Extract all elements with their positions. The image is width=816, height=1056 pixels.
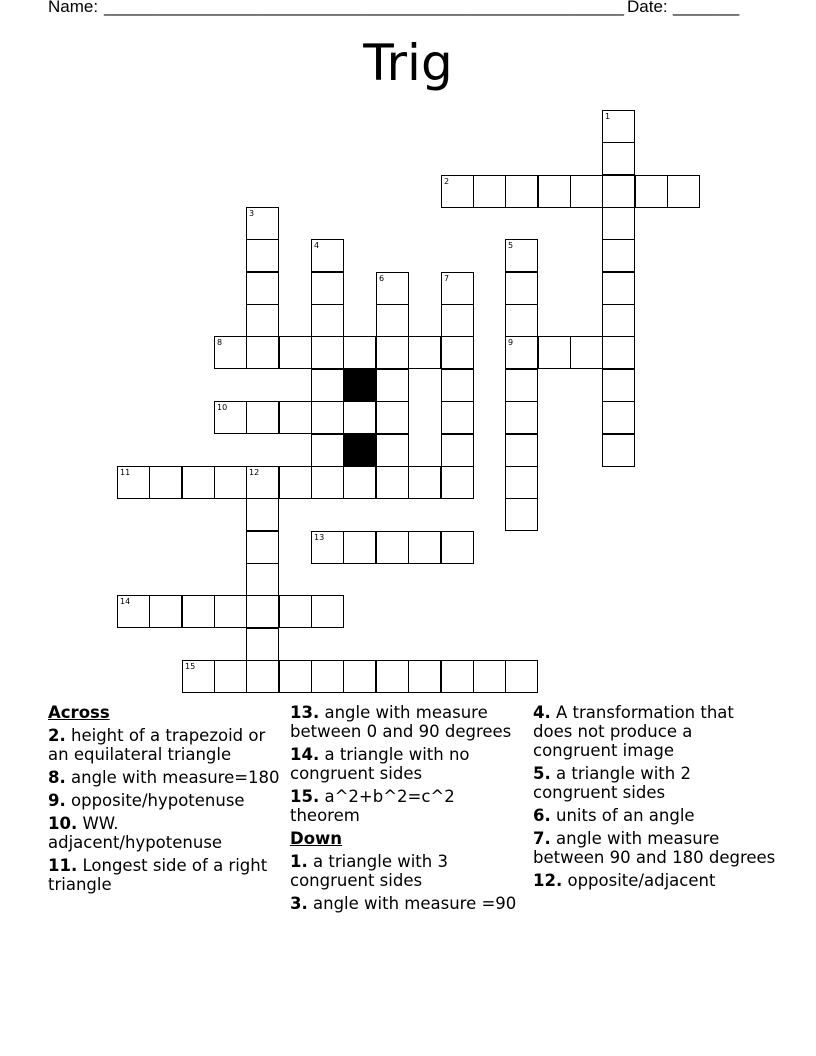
grid-cell[interactable] — [602, 304, 635, 337]
grid-cell[interactable] — [279, 466, 312, 499]
grid-cell[interactable] — [311, 401, 344, 434]
grid-cell[interactable] — [214, 466, 247, 499]
grid-cell[interactable] — [505, 175, 538, 208]
clue-number: 8. — [48, 768, 66, 787]
clue-text: a triangle with no congruent sides — [290, 745, 470, 783]
cell-number: 9 — [508, 338, 514, 347]
clue-number: 3. — [290, 894, 308, 913]
date-blank-line: _______ — [673, 0, 740, 16]
grid-cell[interactable] — [408, 660, 441, 693]
clue-item — [290, 787, 528, 825]
clue-column-3 — [533, 703, 777, 894]
grid-cell[interactable] — [570, 175, 603, 208]
grid-cell[interactable] — [214, 336, 247, 369]
grid-cell[interactable] — [441, 369, 474, 402]
grid-cell[interactable] — [408, 336, 441, 369]
grid-cell[interactable] — [343, 336, 376, 369]
grid-cell[interactable] — [246, 498, 279, 531]
grid-cell[interactable] — [117, 595, 150, 628]
grid-cell[interactable] — [376, 434, 409, 467]
grid-cell[interactable] — [149, 595, 182, 628]
grid-cell[interactable] — [214, 401, 247, 434]
grid-cell[interactable] — [667, 175, 700, 208]
clue-heading-across: Across — [48, 703, 110, 722]
clue-text: angle with measure between 90 and 180 degrees — [533, 829, 776, 867]
grid-cell[interactable] — [602, 239, 635, 272]
grid-cell[interactable] — [246, 239, 279, 272]
name-blank-line: _______________________________________________________ — [104, 0, 625, 16]
cell-number: 2 — [444, 177, 450, 186]
grid-cell[interactable] — [311, 304, 344, 337]
grid-cell[interactable] — [570, 336, 603, 369]
grid-cell[interactable] — [311, 595, 344, 628]
clue-item — [48, 791, 286, 810]
cell-number: 15 — [185, 662, 196, 671]
clue-number: 12. — [533, 871, 563, 890]
grid-cell[interactable] — [311, 434, 344, 467]
clue-number: 7. — [533, 829, 551, 848]
grid-cell[interactable] — [602, 110, 635, 143]
clue-item — [533, 871, 777, 890]
clue-text: angle with measure=180 — [71, 768, 280, 787]
clue-number: 11. — [48, 856, 78, 875]
clue-item — [48, 726, 286, 764]
clue-item — [533, 764, 777, 802]
grid-cell[interactable] — [246, 660, 279, 693]
cell-number: 7 — [444, 274, 450, 283]
grid-cell[interactable] — [602, 336, 635, 369]
clue-text: Longest side of a right triangle — [48, 856, 268, 894]
grid-cell[interactable] — [246, 207, 279, 240]
grid-cell[interactable] — [246, 401, 279, 434]
grid-cell[interactable] — [214, 595, 247, 628]
clue-heading-down: Down — [290, 829, 343, 848]
grid-cell[interactable] — [376, 369, 409, 402]
grid-cell[interactable] — [505, 304, 538, 337]
grid-cell[interactable] — [408, 531, 441, 564]
grid-cell[interactable] — [214, 660, 247, 693]
grid-cell[interactable] — [311, 660, 344, 693]
grid-cell[interactable] — [279, 401, 312, 434]
grid-cell[interactable] — [376, 336, 409, 369]
grid-block-cell — [343, 369, 376, 402]
grid-cell[interactable] — [505, 272, 538, 305]
cell-number: 11 — [120, 468, 131, 477]
grid-cell[interactable] — [602, 142, 635, 175]
grid-cell[interactable] — [408, 466, 441, 499]
clue-text: a^2+b^2=c^2 theorem — [290, 787, 455, 825]
clue-number: 10. — [48, 814, 78, 833]
grid-cell[interactable] — [117, 466, 150, 499]
grid-cell[interactable] — [505, 336, 538, 369]
grid-cell[interactable] — [311, 272, 344, 305]
clue-text: angle with measure between 0 and 90 degrees — [290, 703, 512, 741]
grid-cell[interactable] — [441, 175, 474, 208]
grid-cell[interactable] — [376, 531, 409, 564]
cell-number: 1 — [605, 112, 611, 121]
grid-cell[interactable] — [311, 336, 344, 369]
grid-cell[interactable] — [246, 336, 279, 369]
grid-cell[interactable] — [149, 466, 182, 499]
grid-cell[interactable] — [246, 628, 279, 661]
grid-cell[interactable] — [473, 175, 506, 208]
clue-item — [533, 829, 777, 867]
grid-cell[interactable] — [376, 272, 409, 305]
grid-cell[interactable] — [505, 498, 538, 531]
grid-block-cell — [343, 434, 376, 467]
clue-item — [290, 852, 528, 890]
grid-cell[interactable] — [246, 563, 279, 596]
grid-cell[interactable] — [182, 595, 215, 628]
clue-item — [48, 814, 286, 852]
grid-cell[interactable] — [635, 175, 668, 208]
grid-cell[interactable] — [505, 434, 538, 467]
clue-number: 14. — [290, 745, 320, 764]
clue-item — [290, 894, 528, 913]
grid-cell[interactable] — [343, 531, 376, 564]
cell-number: 5 — [508, 241, 514, 250]
clue-text: WW. adjacent/hypotenuse — [48, 814, 223, 852]
grid-cell[interactable] — [505, 660, 538, 693]
clue-number: 1. — [290, 852, 308, 871]
grid-cell[interactable] — [311, 239, 344, 272]
grid-cell[interactable] — [602, 272, 635, 305]
clue-text: a triangle with 3 congruent sides — [290, 852, 448, 890]
clue-item — [533, 806, 777, 825]
grid-cell[interactable] — [182, 466, 215, 499]
clue-item — [533, 703, 777, 760]
grid-cell[interactable] — [343, 466, 376, 499]
grid-cell[interactable] — [538, 336, 571, 369]
clue-item — [48, 768, 286, 787]
grid-cell[interactable] — [311, 531, 344, 564]
grid-cell[interactable] — [311, 466, 344, 499]
cell-number: 6 — [379, 274, 385, 283]
grid-cell[interactable] — [246, 304, 279, 337]
grid-cell[interactable] — [182, 660, 215, 693]
date-label: Date: — [627, 0, 668, 16]
clue-number: 6. — [533, 806, 551, 825]
clue-item — [48, 856, 286, 894]
cell-number: 14 — [120, 597, 131, 606]
grid-cell[interactable] — [343, 660, 376, 693]
clue-number: 4. — [533, 703, 551, 722]
name-label: Name: — [48, 0, 99, 16]
clue-column-1 — [48, 703, 286, 898]
grid-cell[interactable] — [441, 401, 474, 434]
grid-cell[interactable] — [602, 207, 635, 240]
cell-number: 10 — [217, 403, 228, 412]
clue-item — [290, 745, 528, 783]
grid-cell[interactable] — [505, 401, 538, 434]
grid-cell[interactable] — [441, 336, 474, 369]
grid-cell[interactable] — [246, 595, 279, 628]
cell-number: 8 — [217, 338, 223, 347]
grid-cell[interactable] — [279, 660, 312, 693]
cell-number: 3 — [249, 209, 255, 218]
clue-number: 13. — [290, 703, 320, 722]
grid-cell[interactable] — [311, 369, 344, 402]
clue-item — [290, 703, 528, 741]
grid-cell[interactable] — [602, 434, 635, 467]
grid-cell[interactable] — [246, 272, 279, 305]
clue-number: 15. — [290, 787, 320, 806]
grid-cell[interactable] — [505, 369, 538, 402]
grid-cell[interactable] — [505, 466, 538, 499]
clue-number: 9. — [48, 791, 66, 810]
grid-cell[interactable] — [441, 304, 474, 337]
grid-cell[interactable] — [441, 660, 474, 693]
grid-cell[interactable] — [376, 660, 409, 693]
clue-number: 5. — [533, 764, 551, 783]
grid-cell[interactable] — [279, 336, 312, 369]
clue-text: units of an angle — [556, 806, 695, 825]
grid-cell[interactable] — [441, 531, 474, 564]
clue-text: angle with measure =90 — [313, 894, 517, 913]
clue-text: opposite/adjacent — [567, 871, 716, 890]
cell-number: 4 — [314, 241, 320, 250]
grid-cell[interactable] — [376, 304, 409, 337]
grid-cell[interactable] — [246, 466, 279, 499]
grid-cell[interactable] — [246, 531, 279, 564]
clue-column-2 — [290, 703, 528, 917]
grid-cell[interactable] — [441, 434, 474, 467]
grid-cell[interactable] — [441, 466, 474, 499]
clue-text: A transformation that does not produce a congruent image — [533, 703, 734, 760]
grid-cell[interactable] — [602, 369, 635, 402]
grid-cell[interactable] — [441, 272, 474, 305]
clue-text: height of a trapezoid or an equilateral triangle — [48, 726, 266, 764]
cell-number: 13 — [314, 533, 325, 542]
grid-cell[interactable] — [279, 595, 312, 628]
grid-cell[interactable] — [505, 239, 538, 272]
grid-cell[interactable] — [343, 401, 376, 434]
grid-cell[interactable] — [602, 175, 635, 208]
clue-text: a triangle with 2 congruent sides — [533, 764, 691, 802]
clue-number: 2. — [48, 726, 66, 745]
grid-cell[interactable] — [376, 466, 409, 499]
clue-text: opposite/hypotenuse — [71, 791, 245, 810]
grid-cell[interactable] — [538, 175, 571, 208]
cell-number: 12 — [249, 468, 260, 477]
puzzle-title: Trig — [363, 34, 453, 92]
grid-cell[interactable] — [473, 660, 506, 693]
grid-cell[interactable] — [376, 401, 409, 434]
grid-cell[interactable] — [602, 401, 635, 434]
